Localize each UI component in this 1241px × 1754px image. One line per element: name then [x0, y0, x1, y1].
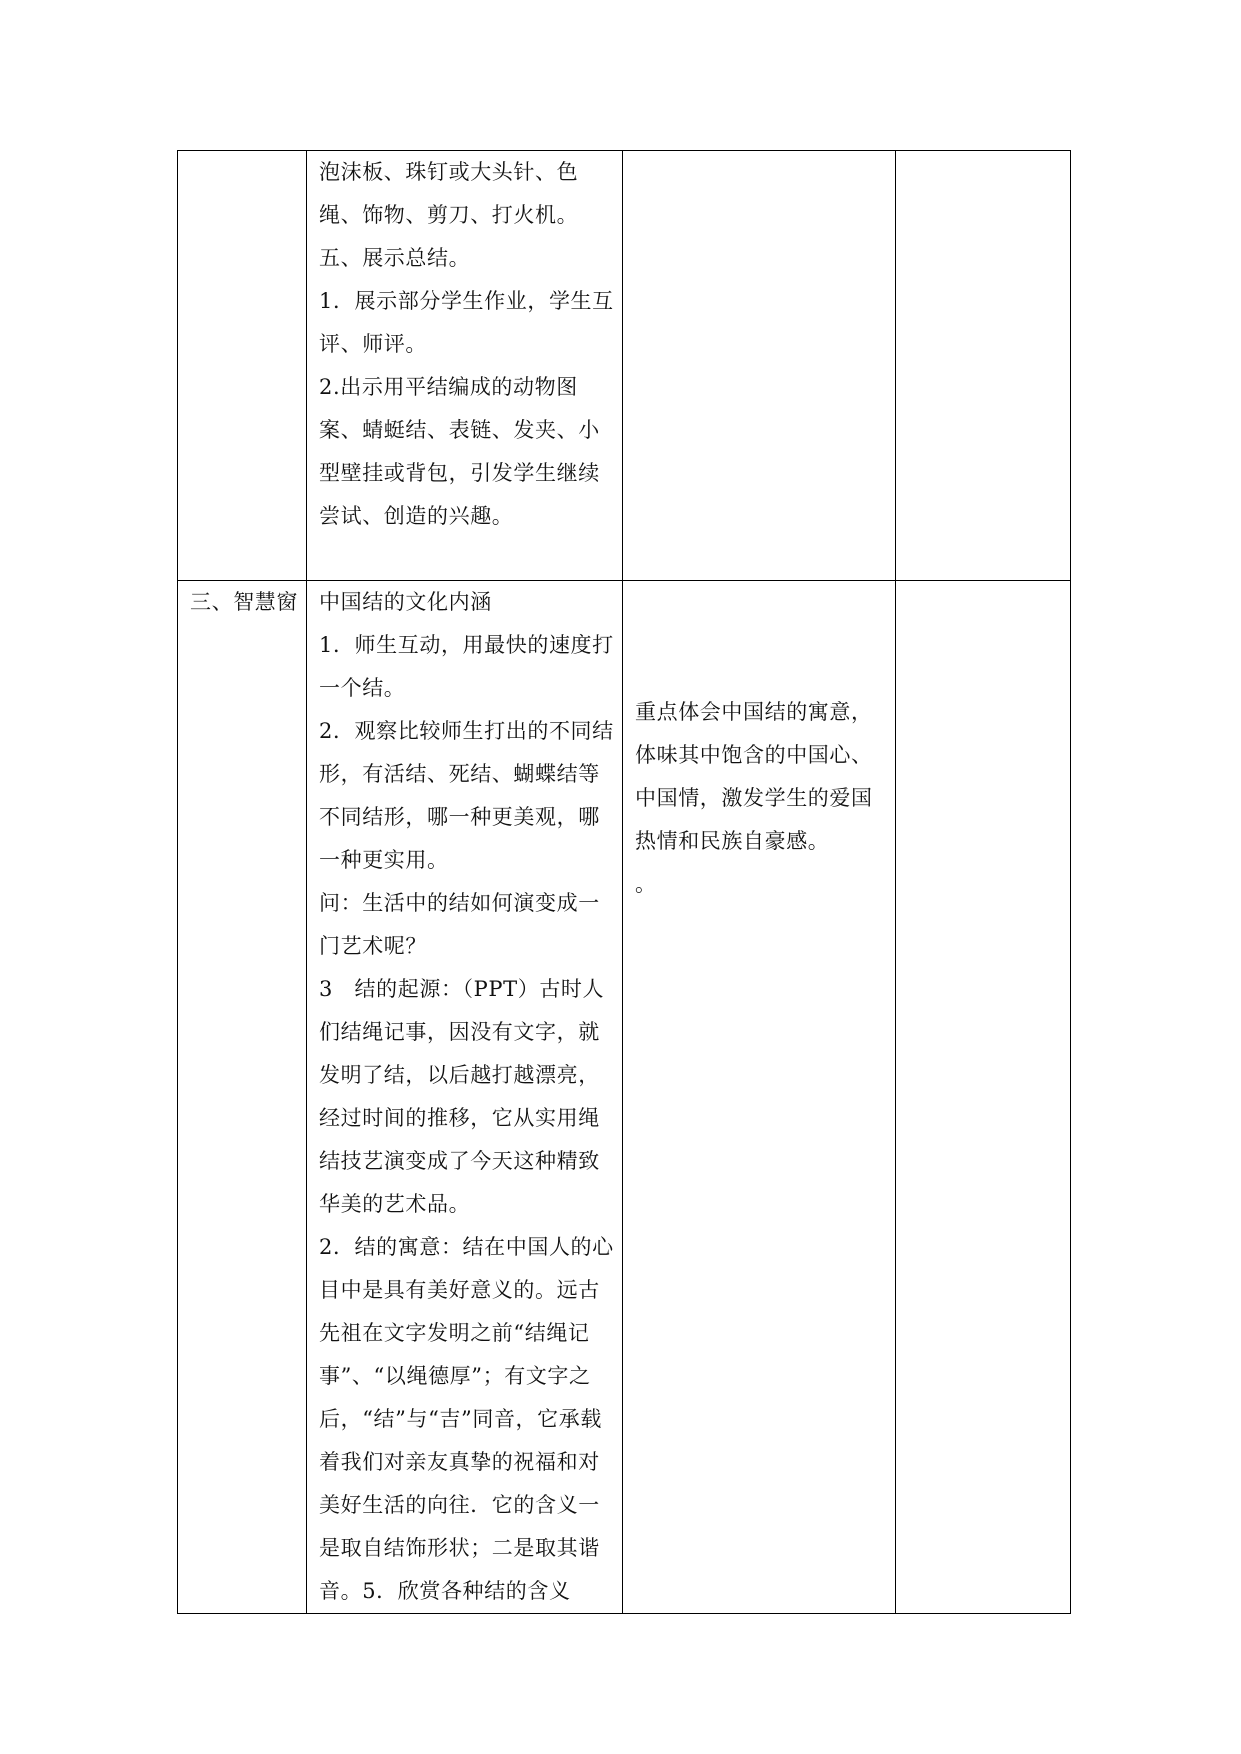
row2-intent-paragraph: 重点体会中国结的寓意，体味其中饱含的中国心、中国情，激发学生的爱国热情和民族自豪感。: [635, 700, 873, 853]
row1-content-cell: [307, 151, 623, 581]
row2-paragraph: 1．师生互动，用最快的速度打一个结。: [319, 633, 614, 700]
row2-step-cell: [178, 581, 307, 1614]
row1-notes-cell: [896, 151, 1071, 581]
row1-content-text: [307, 151, 622, 538]
row2-paragraph: 2．结的寓意：结在中国人的心目中是具有美好意义的。远古先祖在文字发明之前“结绳记事”、“以绳德厚”；有文字之后，“结”与“吉”同音，它承载着我们对亲友真挚的祝福和对美好生活的向往．它的含义一是取自结饰形状；二是取其谐音。5．欣赏各种结的含义: [319, 1235, 614, 1603]
row2-paragraph: 2．观察比较师生打出的不同结形，有活结、死结、蝴蝶结等不同结形，哪一种更美观，哪一种更实用。: [319, 719, 614, 872]
row2-content-cell: [307, 581, 623, 1614]
row1-intent-cell: [623, 151, 896, 581]
table-row: [178, 581, 1071, 1614]
row2-notes-cell: [896, 581, 1071, 1614]
row2-intent-text: [623, 581, 895, 906]
row2-step-label: 三、智慧窗: [190, 590, 298, 614]
row1-paragraph: 泡沫板、珠钉或大头针、色绳、饰物、剪刀、打火机。五、展示总结。: [319, 160, 579, 270]
row1-step-cell: [178, 151, 307, 581]
row2-intent-paragraph: 。: [635, 872, 657, 896]
row2-intent-cell: [623, 581, 896, 1614]
lesson-plan-table: [177, 150, 1071, 1614]
table-row: [178, 151, 1071, 581]
row2-paragraph: 问：生活中的结如何演变成一门艺术呢？: [319, 891, 600, 958]
row2-content-text: [307, 581, 622, 1613]
row1-paragraph: 2.出示用平结编成的动物图案、蜻蜓结、表链、发夹、小型壁挂或背包，引发学生继续尝试、创造的兴趣。: [319, 375, 600, 528]
row2-paragraph: 中国结的文化内涵: [319, 590, 492, 614]
row2-paragraph: 3 结的起源：（PPT）古时人们结绳记事，因没有文字，就发明了结，以后越打越漂亮，经过时间的推移，它从实用绳结技艺演变成了今天这种精致华美的艺术品。: [319, 977, 605, 1216]
row1-paragraph: 1．展示部分学生作业，学生互评、师评。: [319, 289, 614, 356]
